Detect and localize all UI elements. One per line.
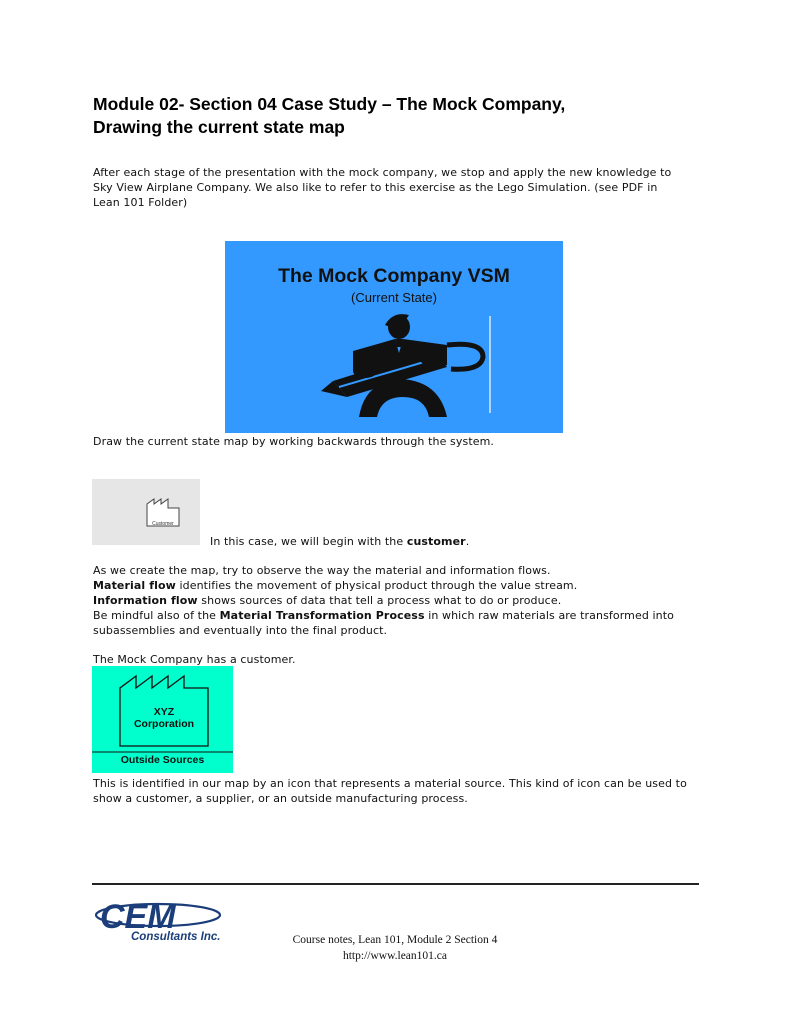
cem-logo-tagline: Consultants Inc. (131, 931, 221, 943)
xyz-name-line-2: Corporation (133, 718, 195, 730)
footer-course-notes: Course notes, Lean 101, Module 2 Section 4 (292, 934, 498, 946)
source-line-2: show a customer, a supplier, or an outside manufacturing process. (93, 792, 468, 805)
material-flow-desc: identifies the movement of physical product through the value stream. (175, 579, 578, 592)
transform-line-1 (93, 608, 703, 623)
footer-divider (92, 883, 699, 885)
footer-url: http://www.lean101.ca (342, 950, 447, 962)
customer-caption-bold: customer (406, 535, 466, 548)
transform-desc: in which raw materials are transformed into (424, 609, 674, 622)
vsm-title-image (225, 241, 563, 433)
xyz-corporation-name (120, 706, 208, 730)
draw-instruction: Draw the current state map by working backwards through the system. (93, 435, 495, 448)
customer-caption-prefix: In this case, we will begin with the (210, 535, 407, 548)
intro-line-2: Sky View Airplane Company. We also like to refer to this exercise as the Lego Simulation. (see PDF in (93, 181, 658, 194)
customer-icon-box (92, 479, 200, 545)
page-title (93, 93, 713, 139)
title-line-1: Module 02- Section 04 Case Study – The Mock Company, (93, 94, 566, 114)
cem-logo (94, 899, 226, 935)
flows-paragraph (93, 563, 703, 638)
information-flow-term: Information flow (93, 594, 198, 607)
xyz-name-line-1: XYZ (153, 706, 175, 718)
vsm-image-subtitle: (Current State) (351, 290, 437, 305)
flows-line-1: As we create the map, try to observe the way the material and information flows. (93, 564, 551, 577)
customer-caption (210, 534, 610, 549)
intro-line-3: Lean 101 Folder) (93, 196, 188, 209)
customer-icon-label: Customer (152, 521, 174, 527)
title-line-2: Drawing the current state map (93, 117, 345, 137)
customer-statement: The Mock Company has a customer. (93, 653, 296, 666)
intro-paragraph (93, 165, 703, 210)
information-flow-line (93, 593, 703, 608)
source-paragraph (93, 776, 703, 806)
material-flow-line (93, 578, 703, 593)
transform-term: Material Transformation Process (219, 609, 425, 622)
outside-sources-label: Outside Sources (120, 754, 205, 766)
information-flow-desc: shows sources of data that tell a process what to do or produce. (197, 594, 562, 607)
material-flow-term: Material flow (93, 579, 176, 592)
cem-logo-text: CEM (100, 899, 176, 935)
source-line-1: This is identified in our map by an icon that represents a material source. This kind of icon can be used to (93, 777, 687, 790)
intro-line-1: After each stage of the presentation with the mock company, we stop and apply the new knowledge to (93, 166, 672, 179)
transform-prefix: Be mindful also of the (93, 609, 220, 622)
vsm-image-title: The Mock Company VSM (278, 265, 510, 287)
customer-caption-suffix: . (465, 535, 470, 548)
transform-line-2: subassemblies and eventually into the final product. (93, 624, 388, 637)
xyz-outside-source-icon-box (92, 666, 233, 773)
